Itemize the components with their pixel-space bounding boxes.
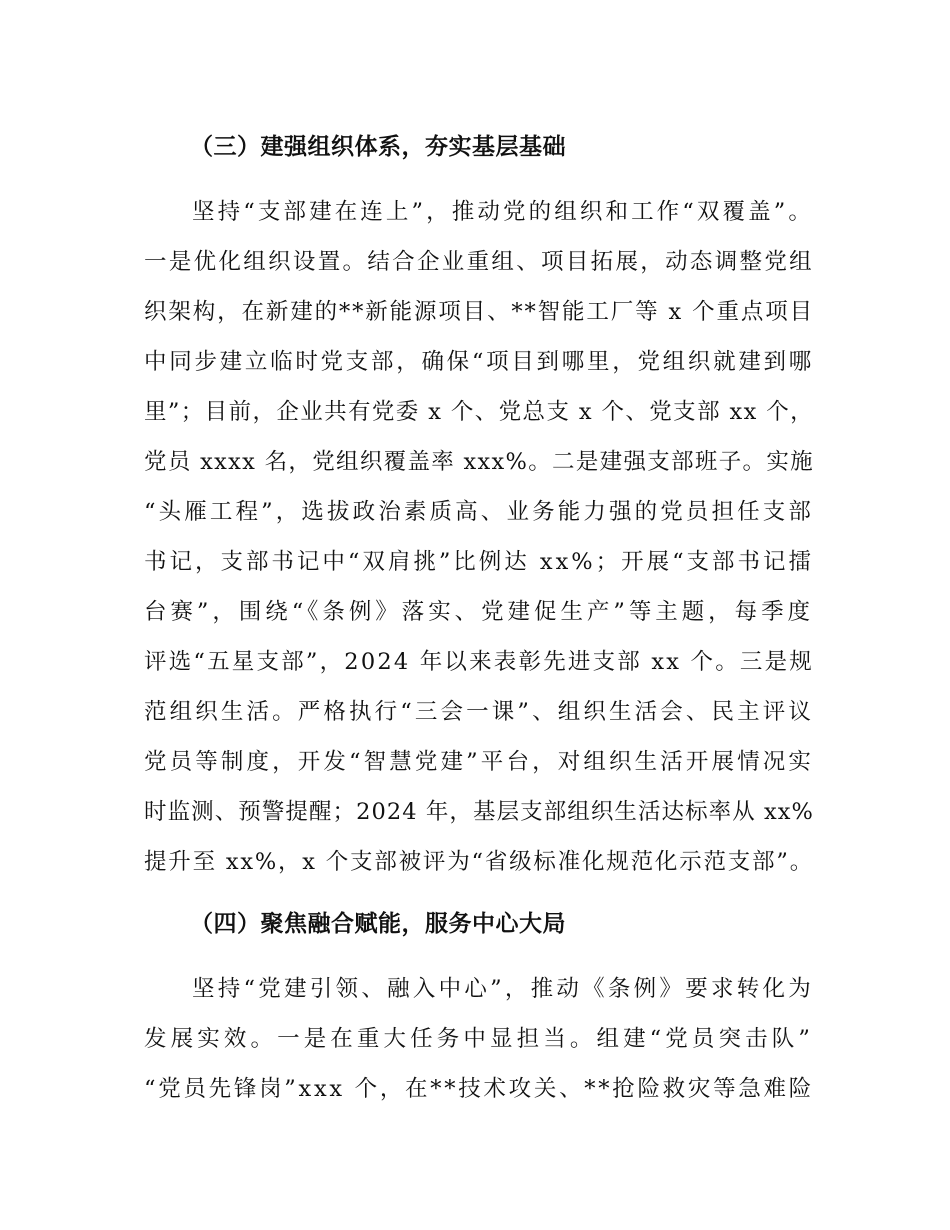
paragraph-line: 党员等制度，开发“智慧党建”平台，对组织生活开展情况实 [144,749,814,775]
paragraph-line: “头雁工程”，选拔政治素质高、业务能力强的党员担任支部 [144,499,814,525]
paragraph-line: 评选“五星支部”，2024 年以来表彰先进支部 xx 个。三是规 [144,649,814,675]
paragraph-line: 提升至 xx%，x 个支部被评为“省级标准化规范化示范支部”。 [144,849,814,875]
paragraph-line: 一是优化组织设置。结合企业重组、项目拓展，动态调整党组 [144,249,814,275]
paragraph-line: 坚持“支部建在连上”，推动党的组织和工作“双覆盖”。 [192,199,814,225]
paragraph-line: 范组织生活。严格执行“三会一课”、组织生活会、民主评议 [144,699,814,725]
section-heading-3: （三）建强组织体系，夯实基层基础 [190,134,566,160]
paragraph-line: 织架构，在新建的**新能源项目、**智能工厂等 x 个重点项目 [144,299,814,325]
section-heading-4: （四）聚焦融合赋能，服务中心大局 [190,911,566,937]
paragraph-line: 中同步建立临时党支部，确保“项目到哪里，党组织就建到哪 [144,349,814,375]
paragraph-line: 台赛”，围绕“《条例》落实、党建促生产”等主题，每季度 [144,599,814,625]
paragraph-line: 党员 xxxx 名，党组织覆盖率 xxx%。二是建强支部班子。实施 [144,449,814,475]
paragraph-line: 时监测、预警提醒；2024 年，基层支部组织生活达标率从 xx% [144,799,814,825]
paragraph-line: “党员先锋岗”xxx 个，在**技术攻关、**抢险救灾等急难险 [144,1076,814,1102]
paragraph-line: 发展实效。一是在重大任务中显担当。组建“党员突击队” [144,1026,814,1052]
paragraph-line: 里”；目前，企业共有党委 x 个、党总支 x 个、党支部 xx 个， [144,399,814,425]
paragraph-line: 坚持“党建引领、融入中心”，推动《条例》要求转化为 [192,976,814,1002]
paragraph-line: 书记，支部书记中“双肩挑”比例达 xx%；开展“支部书记擂 [144,549,814,575]
